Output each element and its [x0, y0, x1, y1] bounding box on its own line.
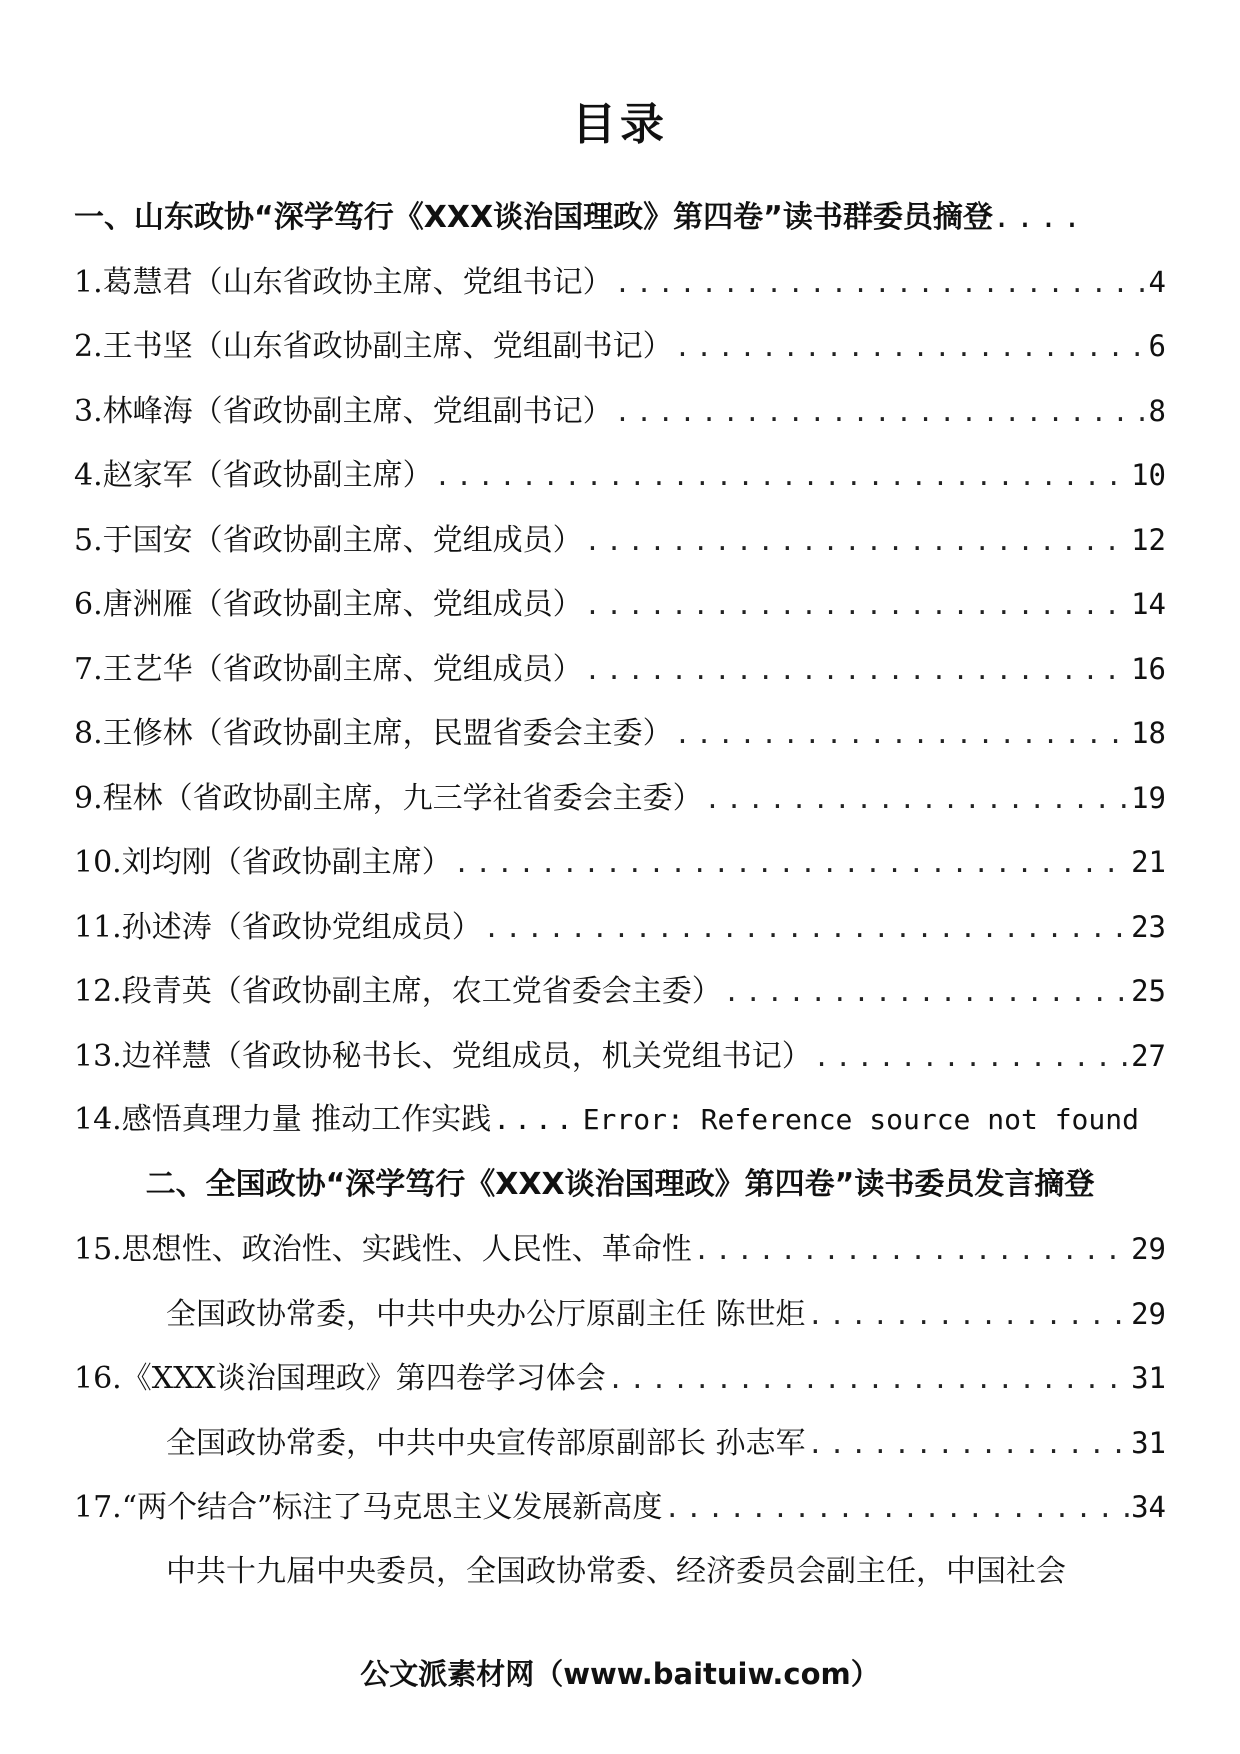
toc-entry-text: 7.王艺华（省政协副主席、党组成员）	[74, 651, 583, 687]
page-number: 31	[1131, 1361, 1166, 1395]
page-number: 8	[1148, 393, 1166, 428]
page-number: 29	[1131, 1232, 1166, 1266]
toc-entry[interactable]	[74, 637, 1166, 702]
dot-leader	[664, 1477, 1129, 1540]
dot-leader	[814, 1026, 1129, 1089]
toc-subentry[interactable]	[74, 1411, 1166, 1476]
toc-entry-text: 全国政协常委，中共中央宣传部原副部长 孙志军	[166, 1425, 806, 1461]
toc-entry[interactable]	[74, 1475, 1166, 1540]
toc-entry-text: 14.感悟真理力量 推动工作实践	[74, 1102, 492, 1137]
dot-leader	[808, 1413, 1130, 1476]
page-title: 目录	[572, 99, 668, 150]
toc-entry-text: 9.程林（省政协副主席，九三学社省委会主委）	[74, 780, 703, 816]
toc-section-2[interactable]	[74, 1153, 1166, 1218]
toc-entry-text: 11.孙述涛（省政协党组成员）	[74, 909, 482, 945]
reference-error-text: Error: Reference source not found	[582, 1103, 1139, 1136]
toc-entry-text: 8.王修林（省政协副主席，民盟省委会主委）	[74, 716, 673, 751]
toc-entry-text: 6.唐洲雁（省政协副主席、党组成员）	[74, 587, 583, 622]
toc-entry-text: 13.边祥慧（省政协秘书长、党组成员，机关党组书记）	[74, 1038, 812, 1074]
dot-leader	[585, 510, 1129, 573]
toc-list-section-2	[74, 1217, 1166, 1540]
toc-entry[interactable]	[74, 508, 1166, 573]
page-number: 19	[1131, 780, 1166, 815]
dot-leader	[675, 703, 1129, 766]
dot-leader	[435, 445, 1129, 508]
toc-entry-text: 2.王书坚（山东省政协副主席、党组副书记）	[74, 329, 673, 364]
toc-entry-text: 12.段青英（省政协副主席，农工党省委会主委）	[74, 974, 722, 1009]
toc-subentry[interactable]	[74, 1540, 1166, 1605]
dot-leader	[615, 381, 1147, 444]
page-number: 10	[1131, 458, 1166, 492]
toc-entry[interactable]	[74, 701, 1166, 766]
toc-entry[interactable]	[74, 895, 1166, 960]
footer-watermark: 公文派素材网（www.baituiw.com）	[360, 1657, 880, 1691]
toc-section-1-dots: ....	[992, 200, 1087, 234]
toc-subentry-text: 中共十九届中央委员，全国政协常委、经济委员会副主任，中国社会	[166, 1553, 1066, 1589]
dot-leader	[454, 832, 1129, 895]
page-number: 21	[1131, 845, 1166, 879]
toc-section-1-text: 一、山东政协“深学笃行《XXX谈治国理政》第四卷”读书群委员摘登	[74, 200, 993, 235]
dot-leader	[608, 1348, 1129, 1411]
toc-entry[interactable]	[74, 1346, 1166, 1411]
toc-entry-text: 4.赵家军（省政协副主席）	[74, 458, 433, 493]
dot-leader	[615, 252, 1147, 315]
dot-leader	[694, 1219, 1129, 1282]
page-number: 4	[1148, 264, 1166, 299]
page-number: 27	[1131, 1038, 1166, 1073]
dot-leader	[585, 574, 1129, 637]
toc-entry[interactable]	[74, 314, 1166, 379]
page-number: 23	[1131, 909, 1166, 944]
page-number: 18	[1131, 716, 1166, 750]
dot-leader	[484, 897, 1129, 960]
toc-entry-text: 17.“两个结合”标注了马克思主义发展新高度	[74, 1490, 663, 1525]
page-number: 16	[1131, 651, 1166, 686]
toc-entry[interactable]	[74, 959, 1166, 1024]
dot-leader	[585, 639, 1129, 702]
dot-leader	[675, 316, 1147, 379]
toc-entry-text: 15.思想性、政治性、实践性、人民性、革命性	[74, 1232, 692, 1267]
toc-entry-text: 16.《XXX谈治国理政》第四卷学习体会	[74, 1361, 606, 1396]
page-number: 12	[1131, 522, 1166, 557]
toc-section-2-text: 二、全国政协“深学笃行《XXX谈治国理政》第四卷”读书委员发言摘登	[145, 1166, 1095, 1202]
toc-entry-dots: ....	[493, 1103, 577, 1136]
toc-entry[interactable]	[74, 830, 1166, 895]
dot-leader	[808, 1284, 1130, 1347]
toc-subentry[interactable]	[74, 1282, 1166, 1347]
toc-entry[interactable]	[74, 1217, 1166, 1282]
toc-entry[interactable]	[74, 379, 1166, 444]
dot-leader	[705, 768, 1129, 831]
page-number: 25	[1131, 974, 1166, 1008]
table-of-contents	[74, 185, 1166, 1604]
toc-entry-14[interactable]	[74, 1088, 1166, 1153]
toc-section-1[interactable]	[74, 185, 1166, 250]
toc-entry[interactable]	[74, 766, 1166, 831]
dot-leader	[724, 961, 1129, 1024]
toc-entry[interactable]	[74, 1024, 1166, 1089]
toc-entry-text: 5.于国安（省政协副主席、党组成员）	[74, 522, 583, 558]
toc-entry[interactable]	[74, 443, 1166, 508]
toc-list-section-1	[74, 250, 1166, 1089]
toc-entry[interactable]	[74, 250, 1166, 315]
page-number: 31	[1131, 1425, 1166, 1460]
toc-entry-text: 3.林峰海（省政协副主席、党组副书记）	[74, 393, 613, 429]
toc-entry-text: 全国政协常委，中共中央办公厅原副主任 陈世炬	[166, 1296, 806, 1332]
page-number: 6	[1148, 329, 1166, 363]
page-number: 29	[1131, 1296, 1166, 1331]
toc-entry[interactable]	[74, 572, 1166, 637]
toc-entry-text: 1.葛慧君（山东省政协主席、党组书记）	[74, 264, 613, 300]
toc-entry-text: 10.刘均刚（省政协副主席）	[74, 845, 452, 880]
page-number: 14	[1131, 587, 1166, 621]
page-number: 34	[1131, 1490, 1166, 1524]
